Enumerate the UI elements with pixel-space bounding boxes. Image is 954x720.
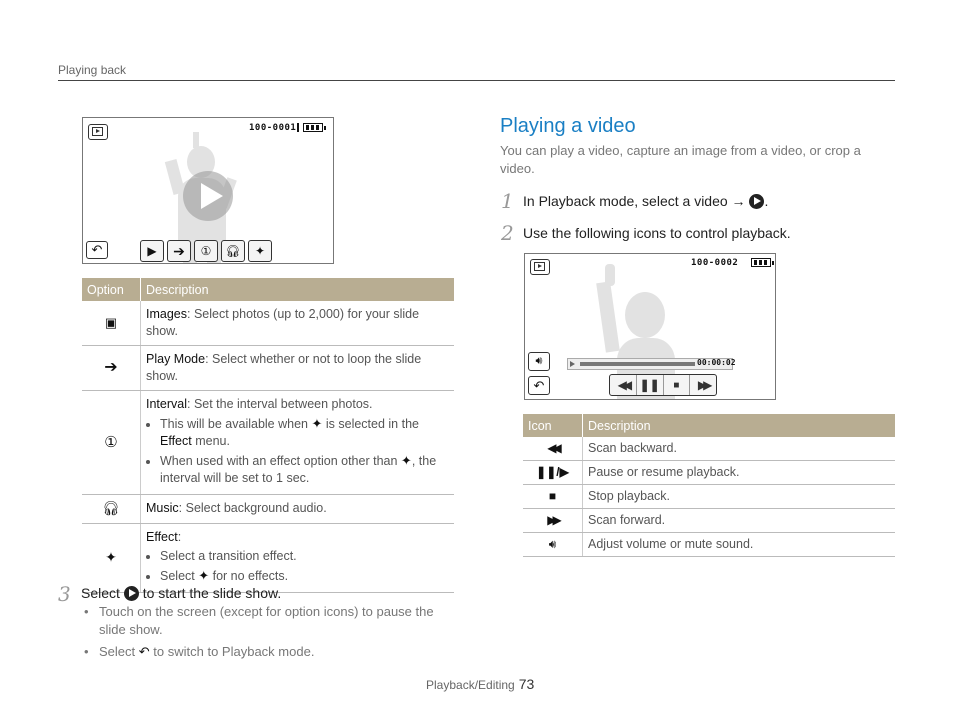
progress-bar[interactable] [567,358,736,370]
table-row: ❚❚/▶ Pause or resume playback. [523,461,895,485]
table-row: 🔊︎ Adjust volume or mute sound. [523,533,895,557]
table-header-description: Description [583,414,896,437]
effect-off-icon: ✦ [254,244,266,258]
volume-icon: 🔊︎ [535,355,543,367]
table-row: ▣ Images: Select photos (up to 2,000) for your slide show. [82,301,454,346]
list-item: • Select a transition effect. [160,548,449,565]
play-mode-arrow-icon: ➔ [173,242,185,259]
progress-play-icon [570,361,575,367]
images-button[interactable] [140,240,164,262]
section-header: Playing back [58,63,127,77]
scan-backward-button[interactable] [610,375,637,395]
images-icon: ▣ [104,315,118,330]
pause-play-icon: ❚❚/▶ [536,465,569,479]
elapsed-time: 00:00:02 [697,358,736,367]
slideshow-screen [82,117,334,264]
play-icon [124,586,139,601]
effect-off-icon: ✦ [400,453,412,468]
page-footer [426,676,534,692]
music-headphones-icon: 🎧︎ [225,244,241,258]
table-row: ■ Stop playback. [523,485,895,509]
interval-button[interactable] [194,240,218,262]
section-title: Playing a video [500,115,636,137]
play-icon [201,183,223,209]
volume-icon: 🔊︎ [548,537,557,551]
play-overlay-button[interactable] [183,171,233,221]
scan-forward-icon: ▶▶ [697,378,709,392]
step-2-text: Use the following icons to control playback. [523,225,791,241]
volume-button[interactable] [528,352,550,371]
music-button[interactable] [221,240,245,262]
video-screen [524,253,776,400]
play-mode-arrow-icon: ➔ [104,359,118,376]
scan-backward-icon: ◀◀ [617,378,629,392]
table-row: 🎧︎ Music: Select background audio. [82,495,454,524]
back-button[interactable] [86,241,108,259]
back-icon: ↶ [91,242,103,257]
interval-timer-icon: ① [200,244,212,258]
scan-forward-icon: ▶▶ [547,513,558,527]
stop-icon: ■ [673,379,680,391]
effect-off-icon: ✦ [311,416,323,431]
step-2-number: 2 [501,221,514,245]
list-item: • When used with an effect option other than ✦, the interval will be set to 1 sec. [160,452,449,487]
play-icon [749,194,764,209]
pause-icon: ❚❚ [639,378,660,392]
file-counter: 100-0002 [691,258,739,268]
term: Images [146,307,187,321]
slideshow-options-table [82,278,454,593]
interval-timer-icon: ① [104,433,118,451]
page-number: 73 [518,676,535,692]
table-header-icon: Icon [523,414,583,437]
stop-button[interactable] [664,375,691,395]
back-icon: ↶ [138,644,150,659]
table-row: ① Interval: Set the interval between photos. • This will be available when ✦ is selected in the Effect menu. • When used with an effect option other than ✦, the interval will be set to 1 sec. [82,391,454,495]
battery-icon [303,123,323,132]
footer-label: Playback/Editing [426,678,515,692]
header-divider [58,80,895,81]
table-row: ➔ Play Mode: Select whether or not to loop the slide show. [82,346,454,391]
list-item: • Select ↶ to switch to Playback mode. [84,644,315,659]
back-button[interactable] [528,376,550,395]
list-item: • Select ✦ for no effects. [160,567,449,585]
file-counter: 100-0001 [249,123,297,133]
playback-mode-icon [88,124,108,140]
step-3: 3 [58,582,71,606]
effect-button[interactable] [248,240,272,262]
pause-button[interactable] [637,375,664,395]
table-row: ✦ Effect: • Select a transition effect. • Select ✦ for no effects. [82,524,454,593]
intro-text: You can play a video, capture an image from a video, or crop a video. [500,143,861,176]
effect-off-icon: ✦ [198,568,210,583]
table-header-description: Description [141,278,455,301]
music-headphones-icon: 🎧︎ [102,500,120,516]
play-mode-button[interactable] [167,240,191,262]
scan-forward-button[interactable] [690,375,716,395]
stop-icon: ■ [548,489,557,503]
step-1-text: In Playback mode, select a video → . [523,193,769,209]
back-icon: ↶ [533,377,545,393]
scan-backward-icon: ◀◀ [547,441,558,455]
step-1-number: 1 [501,189,514,213]
list-item: • Touch on the screen (except for option icons) to pause the slide show. [84,604,434,637]
step-3-text: Select to start the slide show. [81,585,282,601]
table-row: ▶▶ Scan forward. [523,509,895,533]
playback-mode-icon [530,259,550,275]
images-icon: ▶︎ [147,244,157,258]
playback-icons-table [523,414,895,557]
step-3-bullets [84,603,444,661]
effect-off-icon: ✦ [105,549,117,565]
playback-controls [609,374,717,396]
table-row: ◀◀ Scan backward. [523,437,895,461]
table-header-option: Option [82,278,141,301]
battery-icon [751,258,771,267]
list-item: • This will be available when ✦ is selected in the Effect menu. [160,415,449,450]
